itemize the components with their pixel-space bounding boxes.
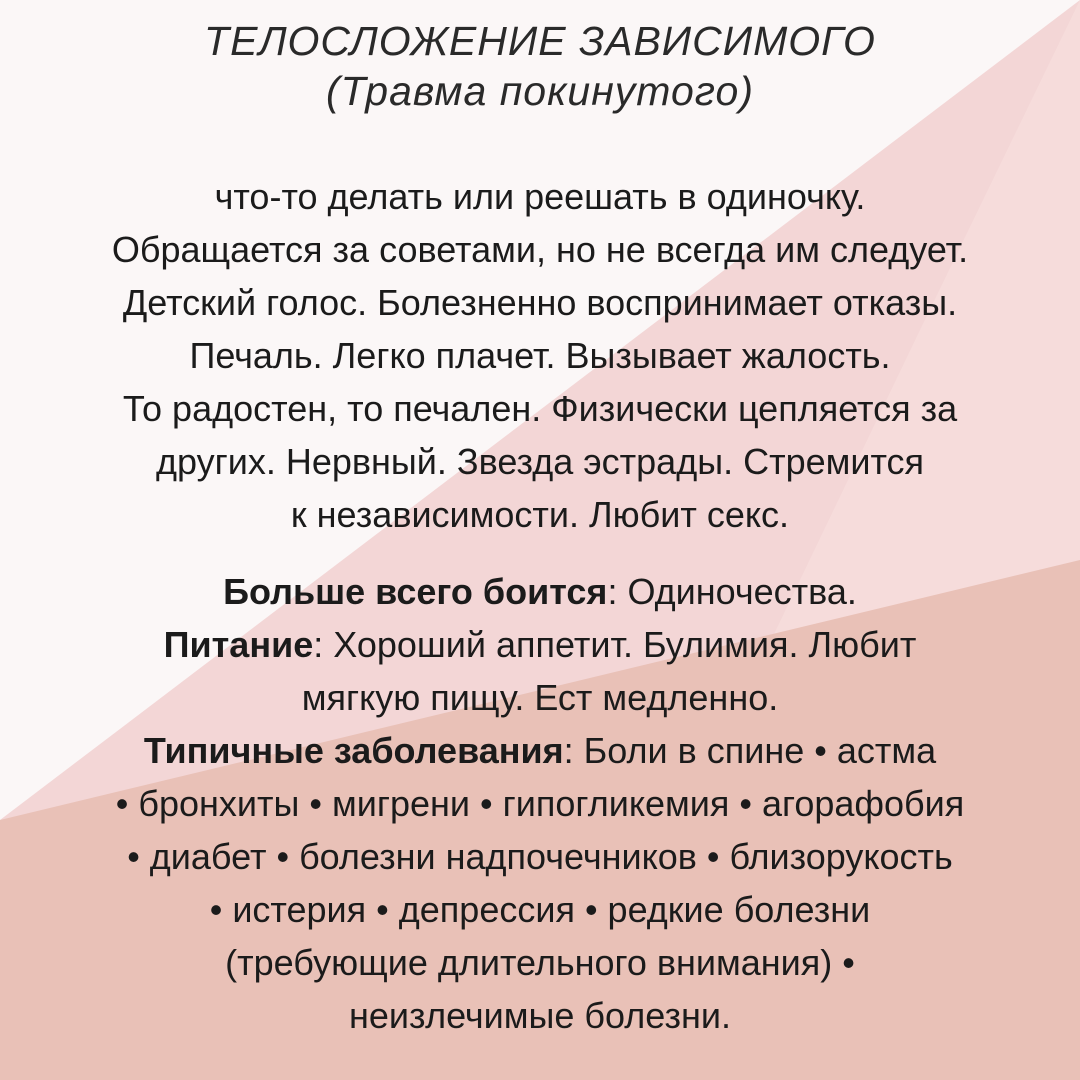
description-line: других. Нервный. Звезда эстрады. Стремится [155, 441, 925, 482]
title-line-subtitle: (Травма покинутого) [325, 68, 755, 114]
diseases-line [40, 724, 1040, 777]
title-line-main: ТЕЛОСЛОЖЕНИЕ ЗАВИСИМОГО [204, 18, 876, 64]
description-line: Детский голос. Болезненно воспринимает отказы. [122, 282, 958, 323]
description-line: То радостен, то печален. Физически цепляется за [122, 388, 958, 429]
facts-section [40, 565, 1040, 1042]
fear-label: Больше всего боится [223, 571, 608, 612]
description-line: к независимости. Любит секс. [290, 494, 790, 535]
diseases-line-continued: • диабет • болезни надпочечников • близорукость [127, 836, 953, 877]
fear-line [40, 565, 1040, 618]
description-line: что-то делать или реешать в одиночку. [214, 176, 866, 217]
diseases-line-continued: неизлечимые болезни. [348, 995, 732, 1036]
nutrition-line [40, 618, 1040, 671]
description-line: Печаль. Легко плачет. Вызывает жалость. [189, 335, 891, 376]
fear-value: : Одиночества. [607, 571, 857, 612]
nutrition-value: : Хороший аппетит. Булимия. Любит [313, 624, 917, 665]
description-line: Обращается за советами, но не всегда им следует. [111, 229, 969, 270]
nutrition-label: Питание [163, 624, 314, 665]
diseases-line-continued: (требующие длительного внимания) • [225, 942, 855, 983]
page-title [0, 16, 1080, 116]
diseases-line-continued: • бронхиты • мигрени • гипогликемия • агорафобия [115, 783, 965, 824]
description-paragraph [40, 170, 1040, 541]
nutrition-line-continued: мягкую пищу. Ест медленно. [301, 677, 779, 718]
diseases-value: : Боли в спине • астма [563, 730, 937, 771]
diseases-label: Типичные заболевания [143, 730, 564, 771]
diseases-line-continued: • истерия • депрессия • редкие болезни [209, 889, 871, 930]
